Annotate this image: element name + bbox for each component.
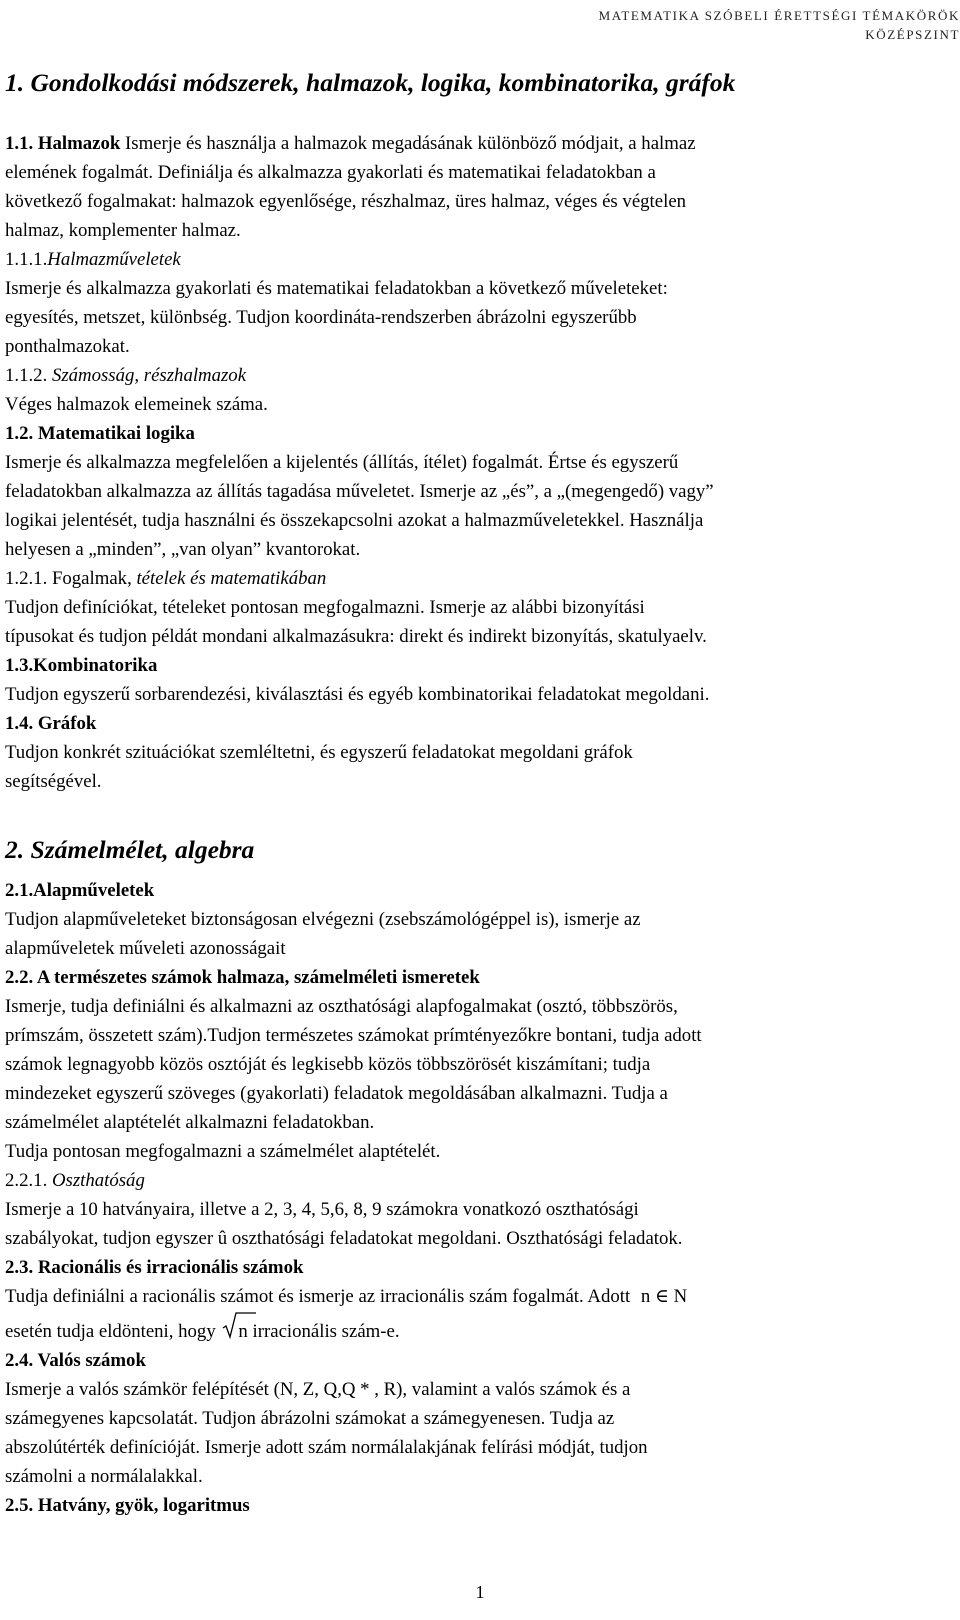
section-2-4-heading: 2.4. Valós számok <box>5 1350 146 1371</box>
section-1-2-1-heading <box>5 564 955 593</box>
paragraph-line: számok legnagyobb közös osztóját és legkisebb közös többszörösét kiszámítani; tudja <box>5 1054 651 1075</box>
paragraph-line: segítségével. <box>5 771 102 792</box>
section-number: 1.1.2. <box>5 365 52 386</box>
header-line-2: KÖZÉPSZINT <box>865 27 960 42</box>
section-1-1-title: Halmazok <box>37 133 121 154</box>
section-number: 1.1.1. <box>5 249 48 270</box>
paragraph-line: szabályokat, tudjon egyszer û oszthatósági feladatokat megoldani. Oszthatósági feladatok. <box>5 1228 683 1249</box>
radicand: n <box>238 1321 248 1342</box>
paragraph-line: Ismerje és alkalmazza megfelelően a kijelentés (állítás, ítélet) fogalmát. Értse és egyszerű <box>5 452 679 473</box>
paragraph-line: számegyenes kapcsolatát. Tudjon ábrázolni számokat a számegyenesen. Tudja az <box>5 1408 615 1429</box>
paragraph-line <box>5 1317 955 1346</box>
paragraph-line: abszolútérték definícióját. Ismerje adott szám normálalakjának felírási módját, tudjon <box>5 1437 648 1458</box>
page-number: 1 <box>475 1582 485 1602</box>
paragraph-line: prímszám, összetett szám).Tudjon természetes számokat prímtényezőkre bontani, tudja adott <box>5 1025 702 1046</box>
section-1-1-line <box>5 129 955 158</box>
page-header-sub <box>0 27 960 43</box>
section-number: 1.2.1. Fogalmak, <box>5 568 137 589</box>
element-of-symbol: ∈ <box>654 1286 669 1307</box>
section-2-2-heading: 2.2. A természetes számok halmaza, számelméleti ismeretek <box>5 967 480 988</box>
paragraph-line: számelmélet alaptételét alkalmazni feladatokban. <box>5 1112 375 1133</box>
paragraph-line: Ismerje, tudja definiálni és alkalmazni az oszthatósági alapfogalmakat (osztó, többszörös, <box>5 996 678 1017</box>
paragraph-line: helyesen a „minden”, „van olyan” kvantorokat. <box>5 539 361 560</box>
paragraph-line: elemének fogalmát. Definiálja és alkalmazza gyakorlati és matematikai feladatokban a <box>5 162 656 183</box>
section-2-5-heading: 2.5. Hatvány, gyök, logaritmus <box>5 1495 250 1516</box>
section-1-3-heading: 1.3.Kombinatorika <box>5 655 158 676</box>
section-1-1-2-heading <box>5 361 955 390</box>
page-header <box>0 8 960 24</box>
paragraph-line: Véges halmazok elemeinek száma. <box>5 394 268 415</box>
math-naturals: N <box>673 1286 688 1307</box>
section-title: Halmazműveletek <box>47 249 181 270</box>
section-2-2-1-heading <box>5 1166 955 1195</box>
section-title: Számosság, részhalmazok <box>51 365 247 386</box>
text-run: esetén tudja eldönteni, hogy <box>5 1321 216 1342</box>
section-title: Oszthatóság <box>51 1170 145 1191</box>
paragraph-line: Ismerje és alkalmazza gyakorlati és matematikai feladatokban a következő műveleteket: <box>5 278 668 299</box>
square-root-expression <box>222 1317 247 1346</box>
paragraph-line: Ismerje a 10 hatványaira, illetve a 2, 3, 4, 5,6, 8, 9 számokra vonatkozó oszthatósági <box>5 1199 639 1220</box>
paragraph-line: Ismerje a valós számkör felépítését (N, Z, Q,Q * , R), valamint a valós számok és a <box>5 1379 631 1400</box>
paragraph-line: Tudjon definíciókat, tételeket pontosan megfogalmazni. Ismerje az alábbi bizonyítási <box>5 597 645 618</box>
text-run: irracionális szám-e. <box>247 1321 400 1342</box>
section-2-1-heading: 2.1.Alapműveletek <box>5 880 155 901</box>
paragraph-line <box>5 303 955 332</box>
paragraph-line: számolni a normálalakkal. <box>5 1466 203 1487</box>
paragraph-line: ponthalmazokat. <box>5 336 130 357</box>
radical-sign-icon <box>222 1311 256 1341</box>
chapter-1-title: 1. Gondolkodási módszerek, halmazok, logika, kombinatorika, gráfok <box>5 68 736 97</box>
paragraph-line: Tudjon egyszerű sorbarendezési, kiválasztási és egyéb kombinatorikai feladatokat megoldani. <box>5 684 710 705</box>
paragraph-line: alapműveletek műveleti azonosságait <box>5 938 286 959</box>
section-number: 2.2.1. <box>5 1170 52 1191</box>
paragraph-line: halmaz, komplementer halmaz. <box>5 220 241 241</box>
paragraph-line <box>5 1282 955 1311</box>
math-n: n <box>640 1286 651 1307</box>
chapter-1-body <box>5 129 955 796</box>
section-1-1-text: Ismerje és használja a halmazok megadásának különböző módjait, a halmaz <box>120 133 696 154</box>
paragraph-line: Tudjon konkrét szituációkat szemléltetni, és egyszerű feladatokat megoldani gráfok <box>5 742 633 763</box>
paragraph-line: logikai jelentését, tudja használni és összekapcsolni azokat a halmazműveletekkel. Használja <box>5 510 704 531</box>
chapter-2-title: 2. Számelmélet, algebra <box>5 835 255 864</box>
header-line-1: MATEMATIKA SZÓBELI ÉRETTSÉGI TÉMAKÖRÖK <box>598 8 960 23</box>
text-run: egyesítés, metszet, különbség. <box>5 307 232 328</box>
paragraph-line: feladatokban alkalmazza az állítás tagadása műveletet. Ismerje az „és”, a „(megengedő) vagy” <box>5 481 714 502</box>
section-1-2-heading: 1.2. Matematikai logika <box>5 423 195 444</box>
paragraph-line: Tudjon alapműveleteket biztonságosan elvégezni (zsebszámológéppel is), ismerje az <box>5 909 641 930</box>
section-title: tételek és matematikában <box>136 568 327 589</box>
paragraph-line: Tudja pontosan megfogalmazni a számelmélet alaptételét. <box>5 1141 441 1162</box>
paragraph-line: mindezeket egyszerű szöveges (gyakorlati) feladatok megoldásában alkalmazni. Tudja a <box>5 1083 668 1104</box>
text-run: Tudjon koordináta-rendszerben ábrázolni egyszerűbb <box>231 307 637 328</box>
chapter-2-body <box>5 876 955 1520</box>
paragraph-line: következő fogalmakat: halmazok egyenlősége, részhalmaz, üres halmaz, véges és végtelen <box>5 191 687 212</box>
section-1-1-1-heading <box>5 245 955 274</box>
section-1-4-heading: 1.4. Gráfok <box>5 713 97 734</box>
section-2-3-heading: 2.3. Racionális és irracionális számok <box>5 1257 304 1278</box>
paragraph-line: típusokat és tudjon példát mondani alkalmazásukra: direkt és indirekt bizonyítás, skatulyaelv. <box>5 626 707 647</box>
text-run: Tudja definiálni a racionális számot és ismerje az irracionális szám fogalmát. Adott <box>5 1286 631 1307</box>
section-1-1-number: 1.1. <box>5 133 38 154</box>
